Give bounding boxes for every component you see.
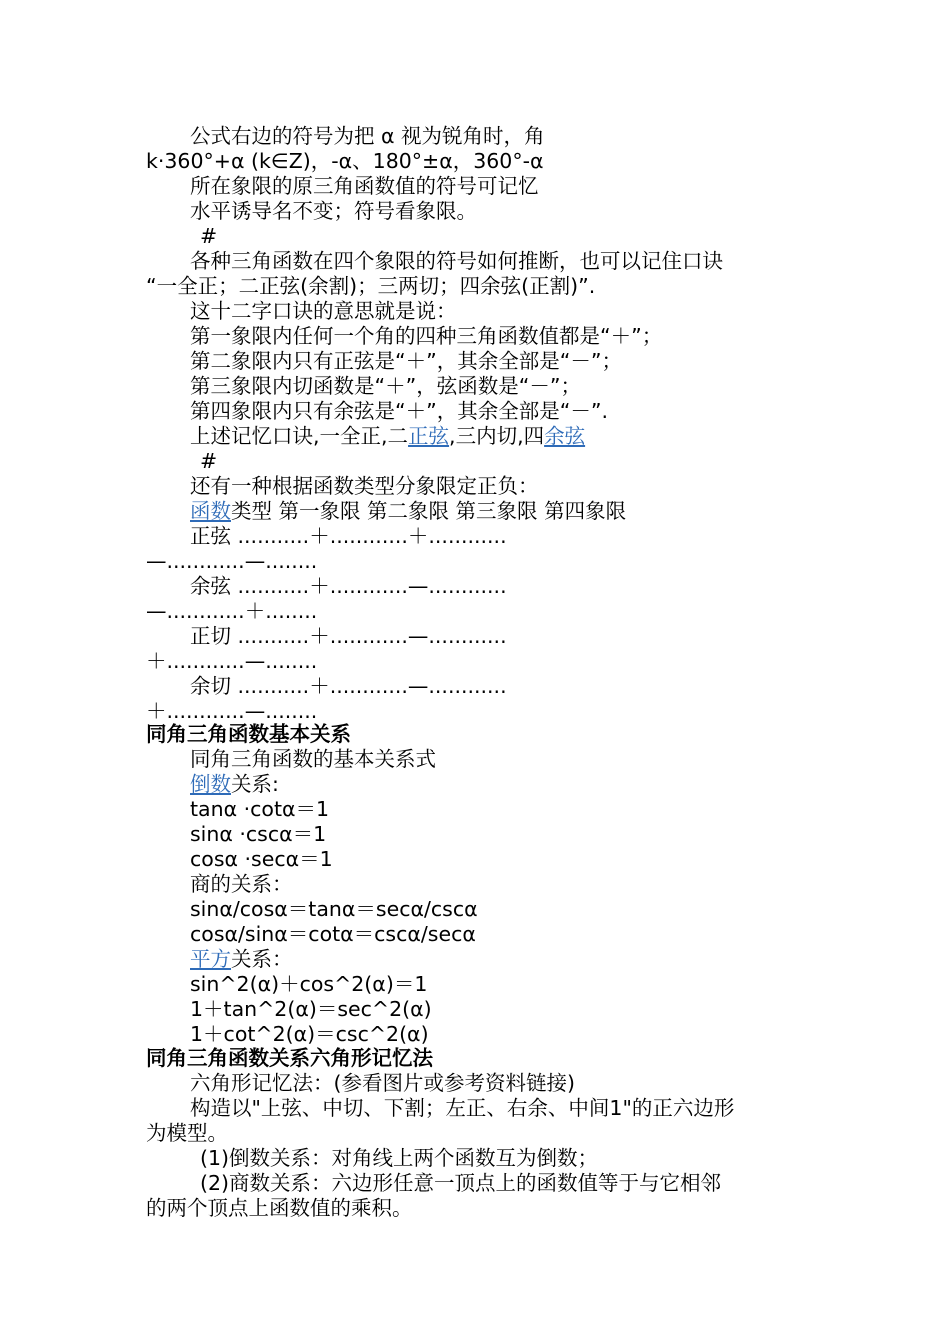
formula-line: tanα ·cotα＝1 (190, 797, 330, 821)
formula-line: 1＋tan^2(α)＝sec^2(α) (190, 997, 432, 1021)
link-zhengxian[interactable]: 正弦 (408, 424, 450, 448)
text-line: 这十二字口诀的意思就是说： (190, 299, 457, 323)
sign-row-cos-cont: —............＋........ (146, 599, 318, 623)
text-line: 同角三角函数的基本关系式 (190, 747, 436, 771)
formula-line: 1＋cot^2(α)＝csc^2(α) (190, 1022, 429, 1046)
text-line: 商的关系： (190, 872, 293, 896)
text-line: (2)商数关系：六边形任意一顶点上的函数值等于与它相邻 (200, 1171, 722, 1195)
table-header-line (190, 499, 626, 524)
formula-line: cosα/sinα＝cotα＝cscα/secα (190, 922, 476, 946)
text-line: 构造以"上弦、中切、下割；左正、右余、中间1"的正六边形 (190, 1096, 735, 1120)
sign-row-cot-cont: ＋............—........ (146, 699, 318, 723)
link-hanshu[interactable]: 函数 (190, 499, 231, 523)
sign-row-sin-cont: —............—........ (146, 549, 318, 573)
text-line: 所在象限的原三角函数值的符号可记忆 (190, 174, 539, 198)
text-line: 各种三角函数在四个象限的符号如何推断，也可以记住口诀 (190, 249, 723, 273)
sign-row-tan-cont: ＋............—........ (146, 649, 318, 673)
sign-row-tan: 正切 ...........＋............—............ (190, 624, 507, 648)
formula-line: sin^2(α)＋cos^2(α)＝1 (190, 972, 428, 996)
text-line: 公式右边的符号为把 α 视为锐角时，角 (190, 124, 545, 148)
text-span: 上述记忆口诀,一全正,二 (190, 424, 409, 448)
text-line: 还有一种根据函数类型分象限定正负： (190, 474, 539, 498)
hash-marker: # (200, 224, 218, 248)
text-line (190, 424, 585, 449)
text-span: 关系: (231, 772, 279, 796)
text-line: “一全正；二正弦(余割)；三两切；四余弦(正割)”. (146, 274, 596, 298)
text-line (190, 947, 293, 972)
text-span: 类型 第一象限 第二象限 第三象限 第四象限 (231, 499, 627, 523)
formula-line: sinα/cosα＝tanα＝secα/cscα (190, 897, 478, 921)
text-line: k·360°+α (k∈Z)，-α、180°±α，360°-α (146, 149, 544, 173)
text-line: 六角形记忆法：(参看图片或参考资料链接) (190, 1071, 575, 1095)
link-daoshu[interactable]: 倒数 (190, 772, 231, 796)
sign-row-cos: 余弦 ...........＋............—............ (190, 574, 507, 598)
text-line (190, 772, 279, 797)
text-span: 关系： (231, 947, 293, 971)
formula-line: cosα ·secα＝1 (190, 847, 333, 871)
sign-row-cot: 余切 ...........＋............—............ (190, 674, 507, 698)
formula-line: sinα ·cscα＝1 (190, 822, 327, 846)
section-heading: 同角三角函数基本关系 (146, 722, 351, 746)
text-line: 为模型。 (146, 1121, 228, 1145)
text-span: ,三内切,四 (449, 424, 545, 448)
text-line: 第二象限内只有正弦是“＋”，其余全部是“－”； (190, 349, 622, 373)
text-line: 水平诱导名不变；符号看象限。 (190, 199, 477, 223)
sign-row-sin: 正弦 ...........＋............＋............ (190, 524, 507, 548)
text-line: 第三象限内切函数是“＋”，弦函数是“－”； (190, 374, 581, 398)
link-pingfang[interactable]: 平方 (190, 947, 231, 971)
section-heading: 同角三角函数关系六角形记忆法 (146, 1046, 433, 1070)
text-line: 的两个顶点上函数值的乘积。 (146, 1196, 413, 1220)
text-line: 第一象限内任何一个角的四种三角函数值都是“＋”； (190, 324, 663, 348)
text-line: (1)倒数关系：对角线上两个函数互为倒数； (200, 1146, 599, 1170)
hash-marker: # (200, 449, 218, 473)
link-yuxian[interactable]: 余弦 (544, 424, 586, 448)
text-line: 第四象限内只有余弦是“＋”，其余全部是“－”. (190, 399, 608, 423)
